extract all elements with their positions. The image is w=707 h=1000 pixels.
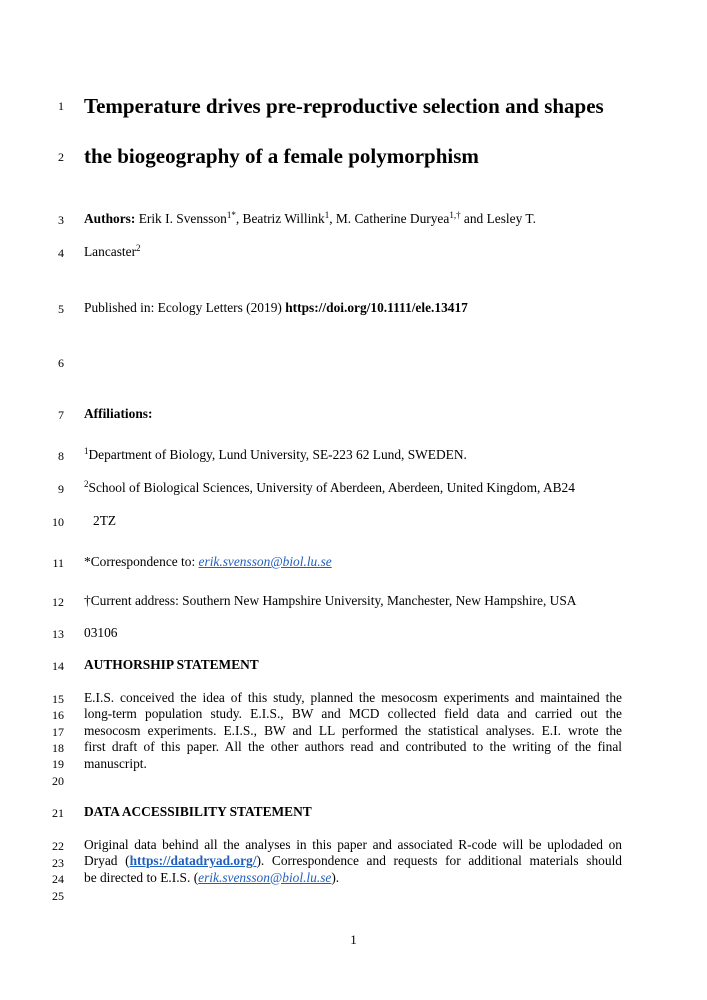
affiliation-superscript: 1 [84,446,89,456]
paragraph-line [84,870,622,886]
affiliation-1 [84,447,467,463]
line-number: 17 [52,725,64,739]
line-number: 14 [52,659,64,673]
line-number: 6 [58,356,64,370]
affiliation-2-continued: 2TZ [93,513,117,528]
affiliation-superscript: 2 [84,479,89,489]
published-line [84,300,468,316]
authors-label: Authors: [84,211,136,226]
correspondence-label: *Correspondence to: [84,554,199,569]
author-name: and Lesley T. [460,211,536,226]
line-number: 23 [52,856,64,870]
paragraph-line: mesocosm experiments. E.I.S., BW and LL performed the statistical analyses. E.I. wrote the [84,722,622,738]
line-number: 8 [58,449,64,463]
line-number: 7 [58,408,64,422]
text-fragment: ). [331,869,340,885]
correspondence-line [84,554,332,570]
text-fragment: Dryad ( [84,853,130,869]
line-number: 16 [52,708,64,722]
dryad-link[interactable]: https://datadryad.org/ [129,853,257,869]
authorship-heading: AUTHORSHIP STATEMENT [84,657,259,672]
author-superscript: 1* [226,210,236,220]
line-number: 22 [52,839,64,853]
affiliation-text: School of Biological Sciences, University of Aberdeen, Aberdeen, United Kingdom, AB24 [88,480,575,495]
line-number: 15 [52,692,64,706]
line-number: 11 [52,556,64,570]
line-number: 12 [52,595,64,609]
line-number: 19 [52,757,64,771]
paragraph-line: manuscript. [84,755,147,771]
text-fragment: be directed to E.I.S. ( [84,869,199,885]
authors-line-2 [84,244,141,260]
line-number: 4 [58,246,64,260]
line-number: 20 [52,774,64,788]
data-accessibility-heading: DATA ACCESSIBILITY STATEMENT [84,804,312,819]
author-name: , Beatriz Willink [235,211,325,226]
current-address-line2: 03106 [84,625,118,640]
line-number: 1 [58,99,64,113]
doi-link[interactable]: https://doi.org/10.1111/ele.13417 [285,300,468,315]
author-name: Lancaster [84,244,137,259]
line-number: 9 [58,482,64,496]
current-address-line1: †Current address: Southern New Hampshire University, Manchester, New Hampshire, USA [84,593,577,608]
line-number: 21 [52,806,64,820]
paragraph-line: E.I.S. conceived the idea of this study, planned the mesocosm experiments and maintained the [84,690,622,705]
paragraph-line: long-term population study. E.I.S., BW and MCD collected field data and carried out the [84,706,622,722]
affiliation-2 [84,480,575,496]
author-name: , M. Catherine Duryea [329,211,450,226]
text-fragment: ). Correspondence and requests for additional materials should [256,853,622,869]
line-number: 3 [58,213,64,227]
line-number: 10 [52,515,64,529]
line-number: 24 [52,872,64,886]
line-number: 2 [58,150,64,164]
line-number: 5 [58,302,64,316]
paper-title-line1: Temperature drives pre-reproductive selection and shapes [84,94,604,118]
author-name: Erik I. Svensson [138,211,227,226]
author-superscript: 2 [136,243,141,253]
line-number: 18 [52,741,64,755]
page-number: 1 [350,932,357,947]
author-superscript: 1 [324,210,330,220]
published-text: Published in: Ecology Letters (2019) [84,300,286,315]
authorship-paragraph [84,690,622,772]
paper-title-line2: the biogeography of a female polymorphism [84,144,479,168]
affiliations-heading: Affiliations: [84,406,153,421]
author-superscript: 1,† [449,210,461,220]
correspondence-email-link[interactable]: erik.svensson@biol.lu.se [198,554,332,569]
line-number: 13 [52,627,64,641]
data-accessibility-paragraph [84,837,622,886]
authors-line [84,211,536,227]
paragraph-line [84,853,622,869]
email-link[interactable]: erik.svensson@biol.lu.se [198,869,332,885]
paragraph-line: Original data behind all the analyses in this paper and associated R-code will be uplodaded on [84,837,622,852]
line-number: 25 [52,889,64,903]
affiliation-text: Department of Biology, Lund University, SE-223 62 Lund, SWEDEN. [88,447,467,462]
paragraph-line: first draft of this paper. All the other authors read and contributed to the writing of the final [84,739,622,755]
